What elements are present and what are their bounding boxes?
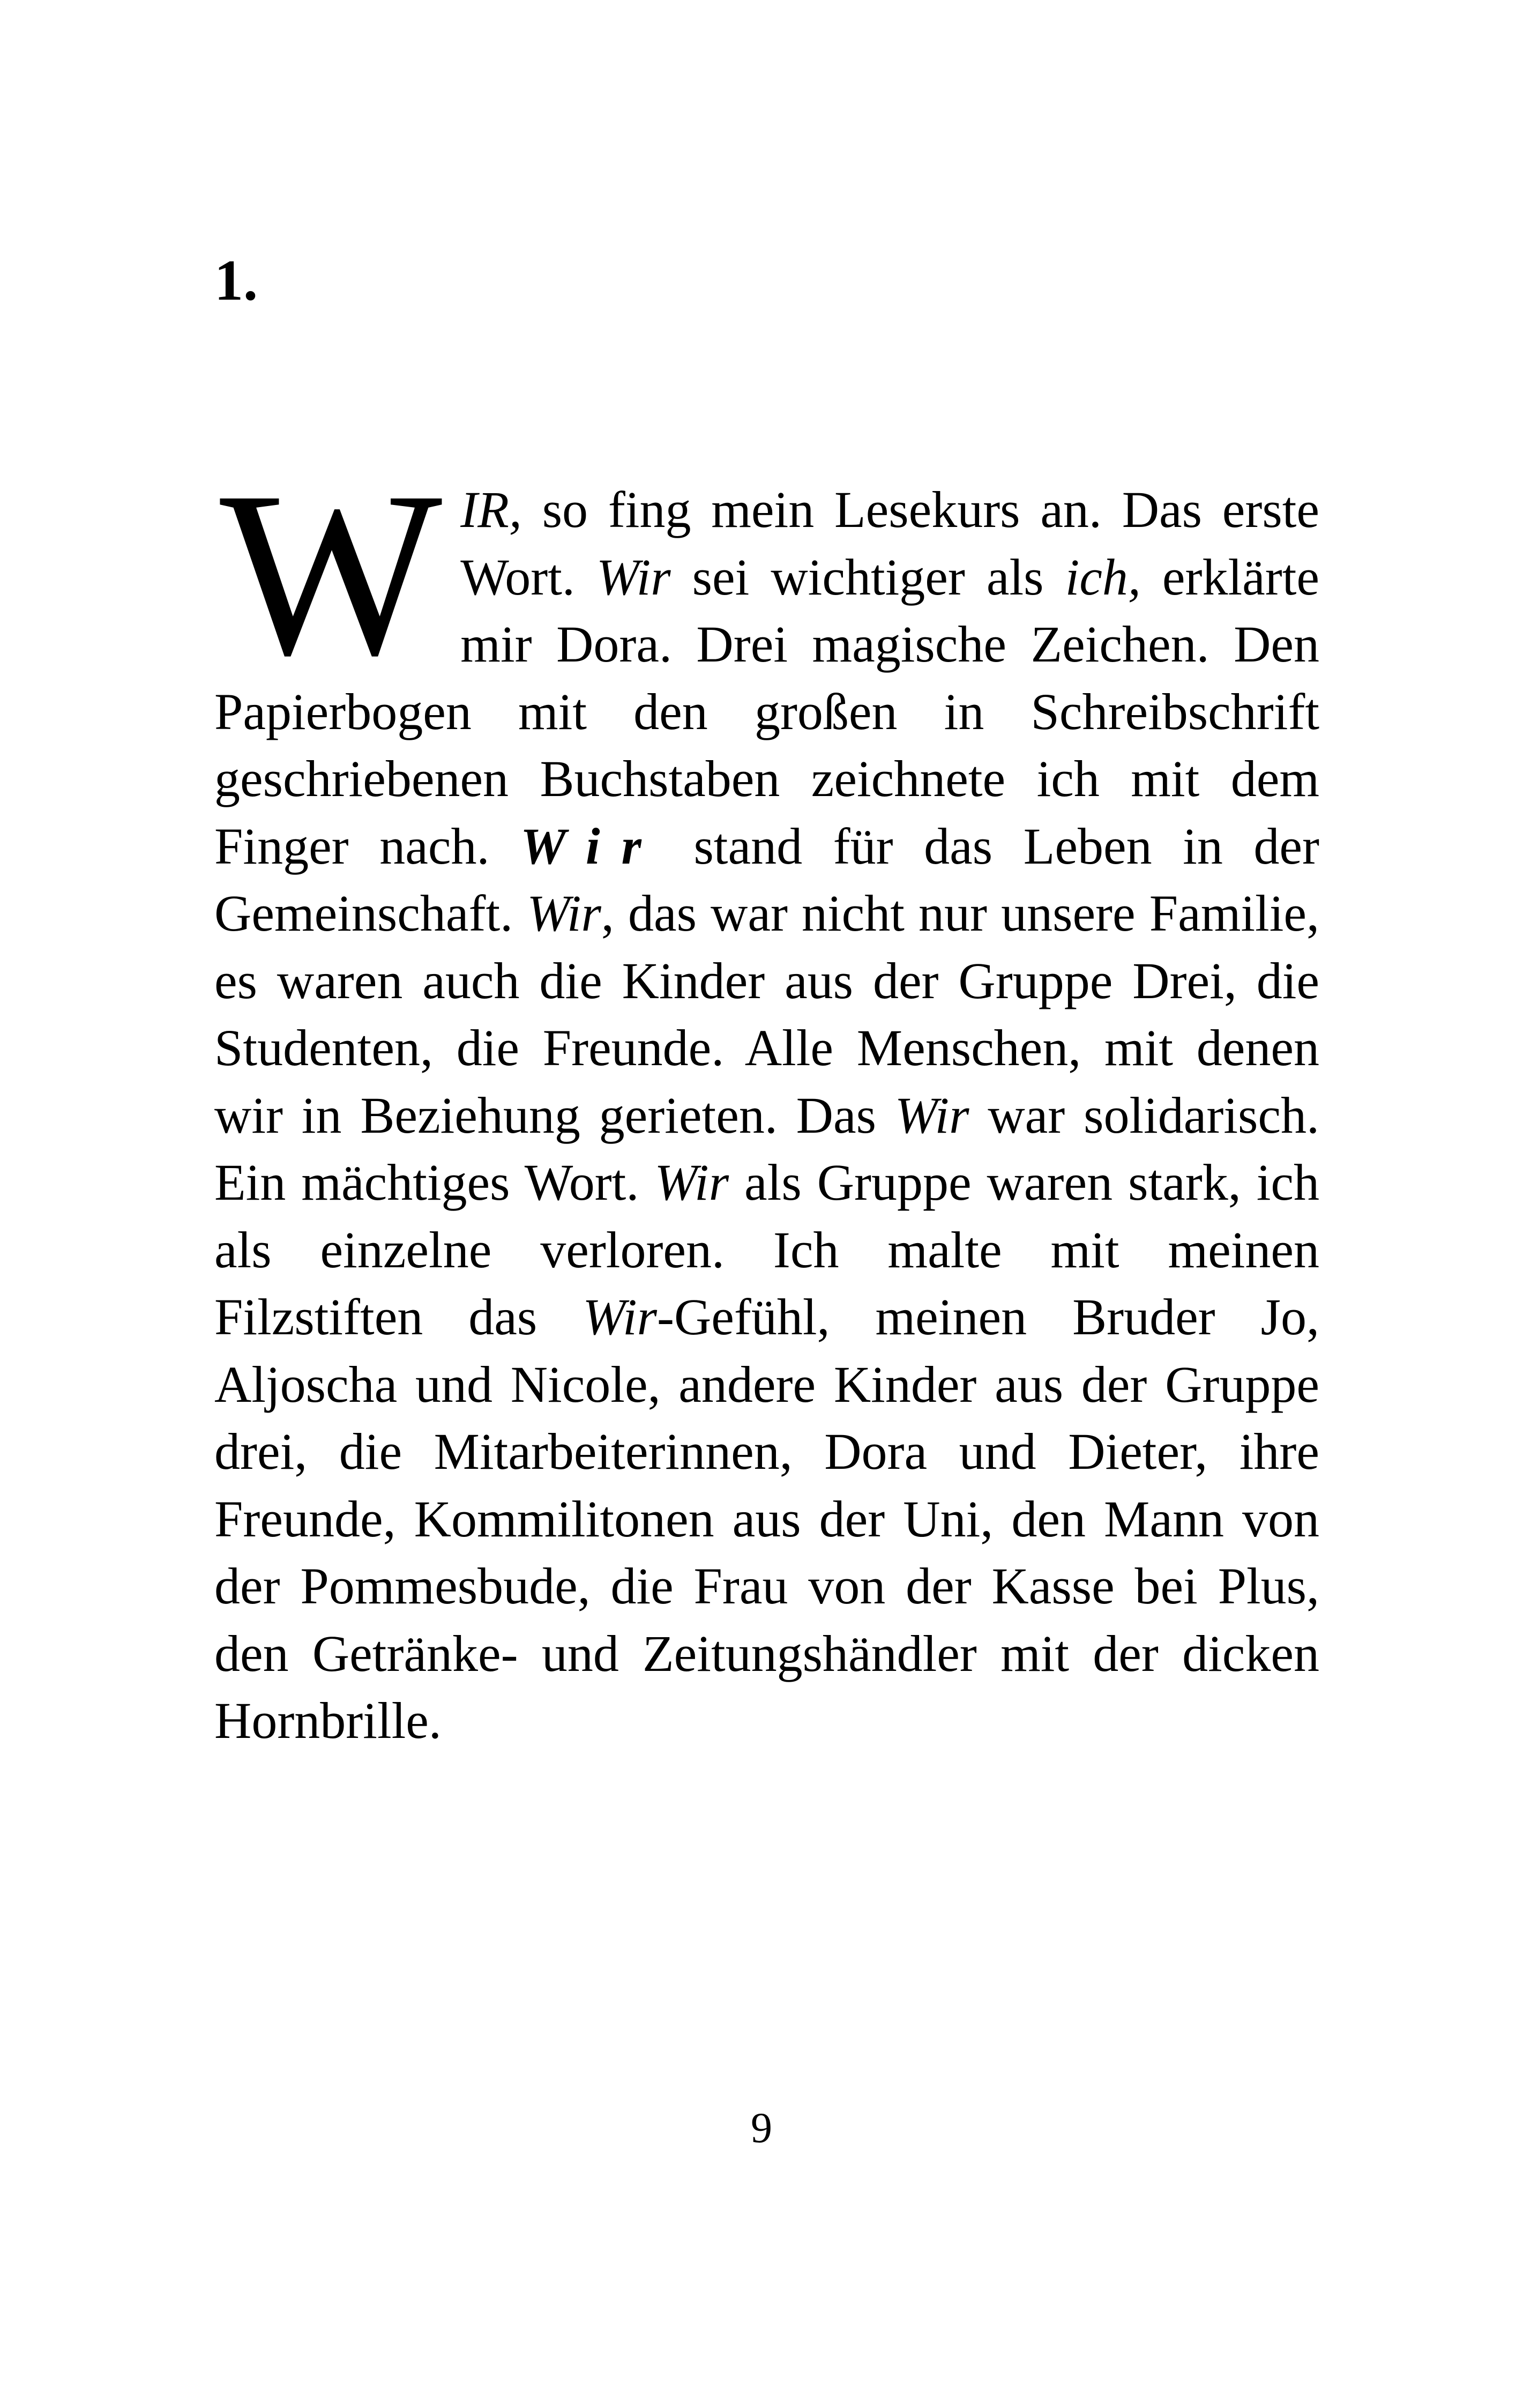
text-span: Wir xyxy=(583,1288,657,1346)
body-paragraph xyxy=(214,443,1320,1755)
text-span: ich, xyxy=(1065,548,1141,606)
text-span: als Gruppe waren stark, ich als einzelne verloren. Ich malte mit meinen Filzstiften das xyxy=(214,1154,1319,1346)
text-span: war solidarisch. Ein mächtiges Wort. xyxy=(214,1086,1320,1211)
text-span: so fing mein Lesekurs an. Das erste Wort. xyxy=(460,481,1319,606)
page-number: 9 xyxy=(751,2105,772,2152)
text-span: Wir xyxy=(527,885,601,942)
text-span: stand für das Leben in der Gemeinschaft. xyxy=(214,817,1320,942)
text-span: Wir xyxy=(894,1086,969,1144)
text-span-spaced: Wir xyxy=(520,817,663,875)
drop-cap: W xyxy=(220,443,443,704)
text-span: -Gefühl, meinen Bruder Jo, Aljoscha und Nicole, andere Kinder aus der Gruppe drei, die Mitarbeiterinnen, Dora und Dieter, ihre Freunde, Kommilitonen aus der Uni, den Mann von der Pommesbude, die Frau von der Kasse bei Plus, den Getränke- und Zeitungshändler mit der dicken Hornbrille. xyxy=(214,1288,1320,1749)
text-span: erklärte mir Dora. Drei magische Zeichen. Den Papierbogen mit den großen in Schreibschrift geschriebenen Buchstaben zeichnete ich mit dem Finger nach. xyxy=(214,548,1320,875)
chapter-number: 1. xyxy=(214,249,258,313)
text-span: Wir xyxy=(654,1154,729,1211)
text-span: IR, xyxy=(460,481,522,538)
text-span: sei wichtiger als xyxy=(670,548,1065,606)
text-span: Wir xyxy=(596,548,671,606)
text-span: , das war nicht nur unsere Familie, es waren auch die Kinder aus der Gruppe Drei, die Studenten, die Freunde. Alle Menschen, mit denen wir in Beziehung gerieten. Das xyxy=(214,885,1319,1144)
